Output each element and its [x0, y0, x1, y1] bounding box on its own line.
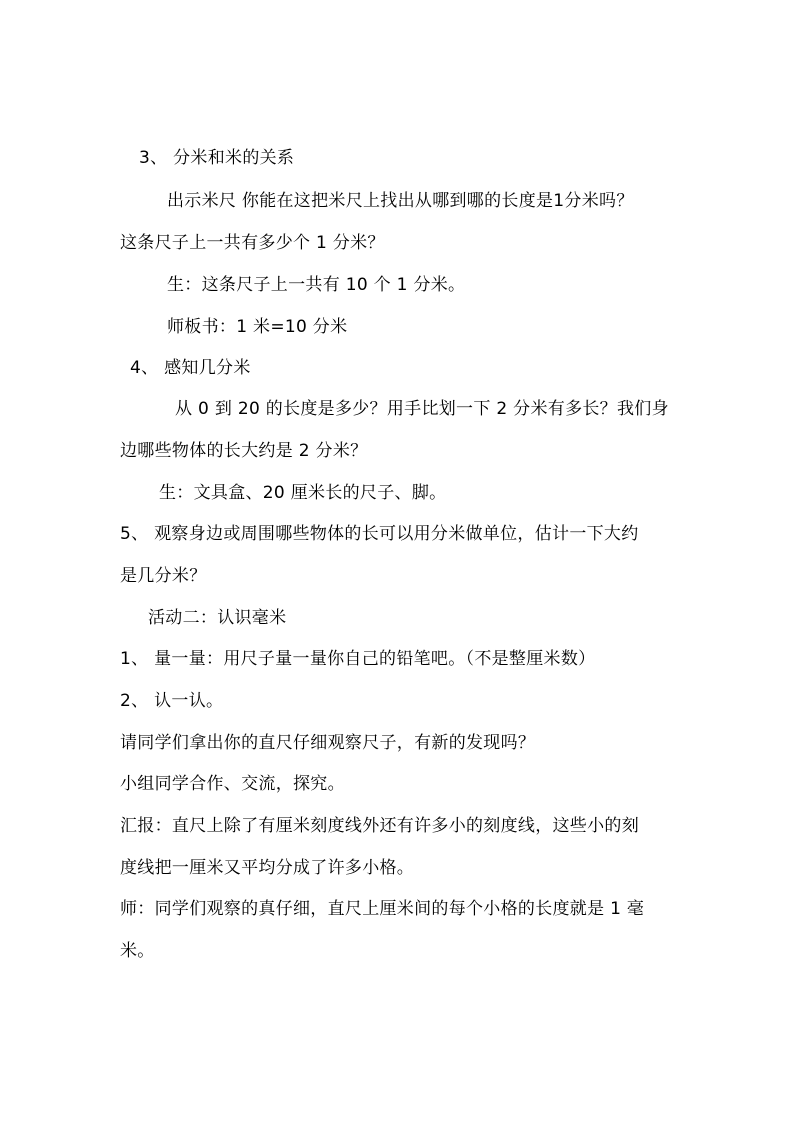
- paragraph-line: 出示米尺 你能在这把米尺上找出从哪到哪的长度是1分米吗？: [167, 191, 634, 211]
- paragraph-line: 从 0 到 20 的长度是多少？用手比划一下 2 分米有多长？我们身: [175, 399, 669, 419]
- paragraph-line: 是几分米？: [120, 566, 207, 586]
- step-2-line: 2、 认一认。: [120, 691, 224, 711]
- activity-two-heading: 活动二：认识毫米: [148, 608, 287, 628]
- paragraph-line: 请同学们拿出你的直尺仔细观察尺子，有新的发现吗？: [120, 733, 536, 753]
- teacher-board-line: 师板书：1 米=10 分米: [167, 317, 348, 337]
- paragraph-line: 边哪些物体的长大约是 2 分米？: [120, 441, 368, 461]
- report-line: 汇报：直尺上除了有厘米刻度线外还有许多小的刻度线，这些小的刻: [120, 816, 639, 836]
- heading-5-line: 5、 观察身边或周围哪些物体的长可以用分米做单位，估计一下大约: [120, 524, 639, 544]
- teacher-line: 师：同学们观察的真仔细，直尺上厘米间的每个小格的长度就是 1 毫: [120, 899, 645, 919]
- paragraph-line: 小组同学合作、交流，探究。: [120, 774, 345, 794]
- teacher-line: 米。: [120, 941, 155, 961]
- student-answer-line: 生：文具盒、20 厘米长的尺子、脚。: [159, 483, 447, 503]
- report-line: 度线把一厘米又平均分成了许多小格。: [120, 858, 415, 878]
- paragraph-line: 这条尺子上一共有多少个 1 分米？: [120, 233, 385, 253]
- heading-3-line: 3、 分米和米的关系: [139, 148, 295, 168]
- heading-4-line: 4、 感知几分米: [130, 358, 251, 378]
- step-1-line: 1、 量一量：用尺子量一量你自己的铅笔吧。（不是整厘米数）: [120, 649, 596, 669]
- student-answer-line: 生：这条尺子上一共有 10 个 1 分米。: [167, 275, 466, 295]
